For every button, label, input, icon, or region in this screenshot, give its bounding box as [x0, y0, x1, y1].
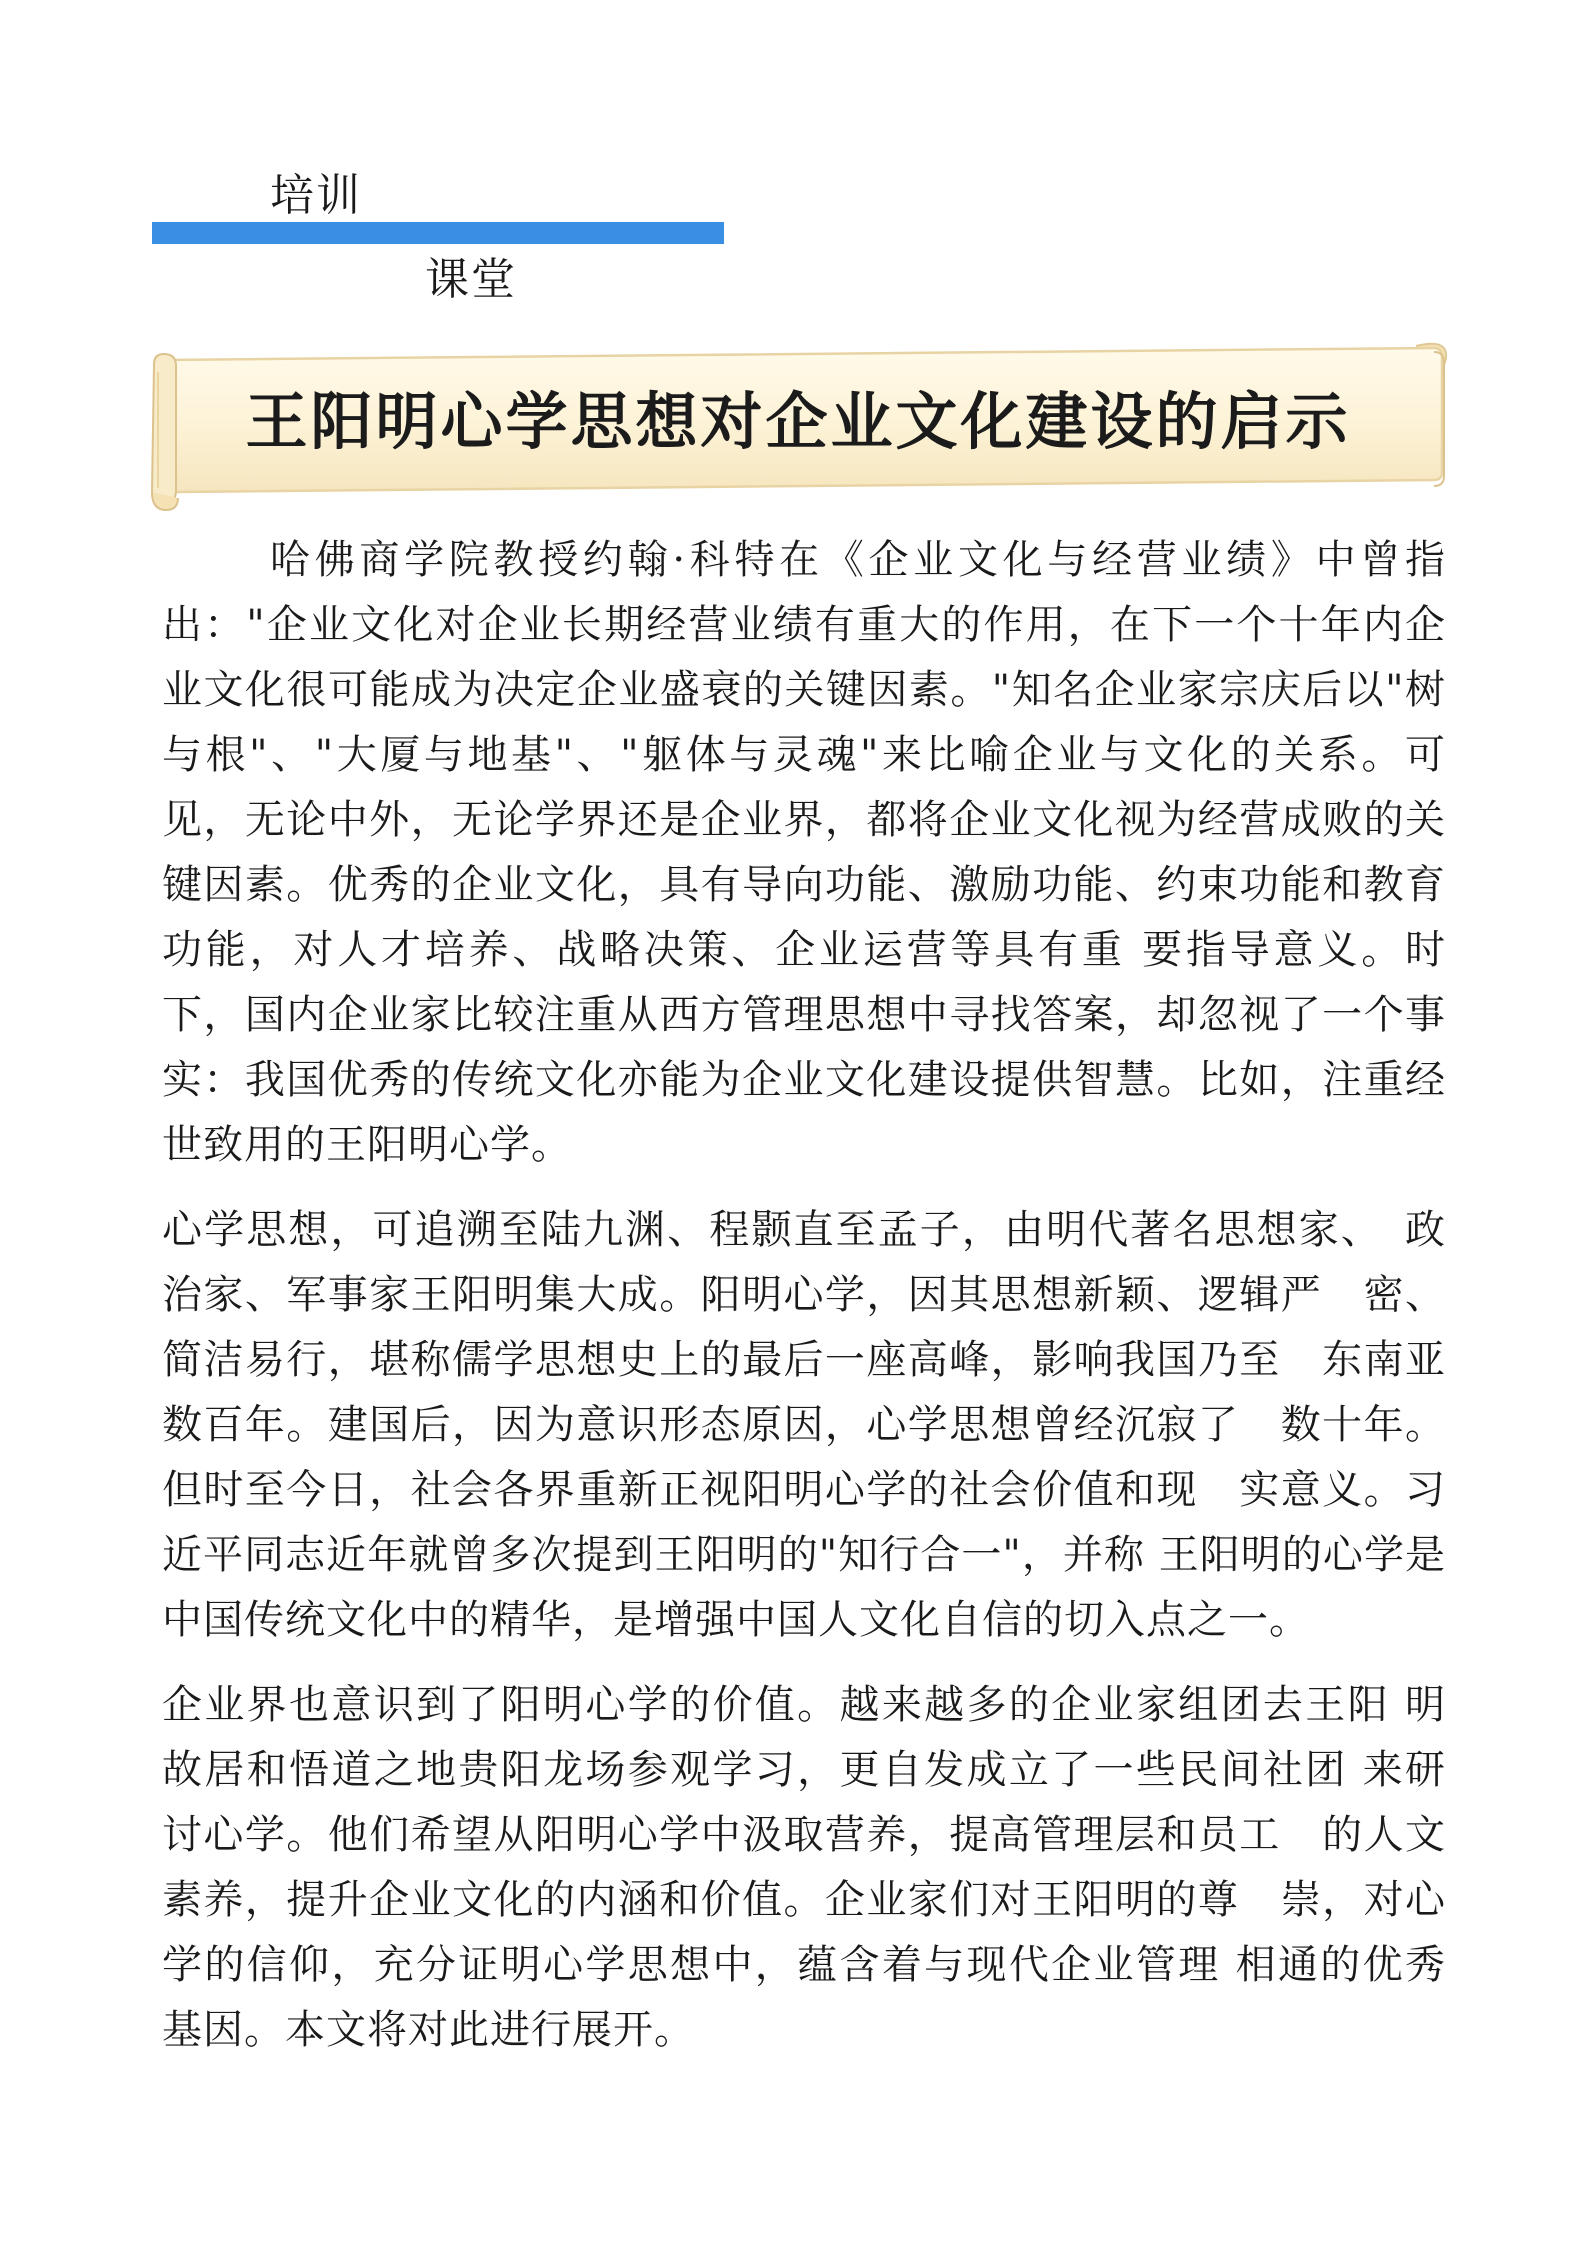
paragraph-3: 企业界也意识到了阳明心学的价值。越来越多的企业家组团去王阳 明故居和悟道之地贵阳龙场参观学习，更自发成立了一些民间社团 来研讨心学。他们希望从阳明心学中汲取营养，提高管理层和员工 的人文素养，提升企业文化的内涵和价值。企业家们对王阳明的尊 崇，对心学的信仰，充分证明心学思想中，蕴含着与现代企业管理 相通的优秀基因。本文将对此进行展开。: [162, 1682, 1446, 2053]
article-body: [162, 528, 1446, 2083]
article-title: 王阳明心学思想对企业文化建设的启示: [245, 384, 1351, 458]
section-label-training: 培训: [270, 170, 362, 221]
paragraph-1: 哈佛商学院教授约翰·科特在《企业文化与经营业绩》中曾指出："企业文化对企业长期经营业绩有重大的作用，在下一个十年内企业文化很可能成为决定企业盛衰的关键因素。"知名企业家宗庆后以"树与根"、"大厦与地基"、"躯体与灵魂"来比喻企业与文化的关系。可见，无论中外，无论学界还是企业界，都将企业文化视为经营成败的关键因素。优秀的企业文化，具有导向功能、激励功能、约束功能和教育功能，对人才培养、战略决策、企业运营等具有重 要指导意义。时下，国内企业家比较注重从西方管理思想中寻找答案，却忽视了一个事实：我国优秀的传统文化亦能为企业文化建设提供智慧。比如，注重经世致用的王阳明心学。: [162, 537, 1446, 1168]
title-scroll-banner: [148, 332, 1448, 512]
paragraph-2: 心学思想，可追溯至陆九渊、程颢直至孟子，由明代著名思想家、 政治家、军事家王阳明集大成。阳明心学，因其思想新颖、逻辑严 密、简洁易行，堪称儒学思想史上的最后一座高峰，影响我国乃至 东南亚数百年。建国后，因为意识形态原因，心学思想曾经沉寂了 数十年。但时至今日，社会各界重新正视阳明心学的社会价值和现 实意义。习近平同志近年就曾多次提到王阳明的"知行合一"，并称 王阳明的心学是中国传统文化中的精华，是增强中国人文化自信的切入点之一。: [162, 1207, 1446, 1643]
section-divider-bar: [152, 222, 724, 244]
section-label-classroom: 课堂: [425, 254, 517, 305]
